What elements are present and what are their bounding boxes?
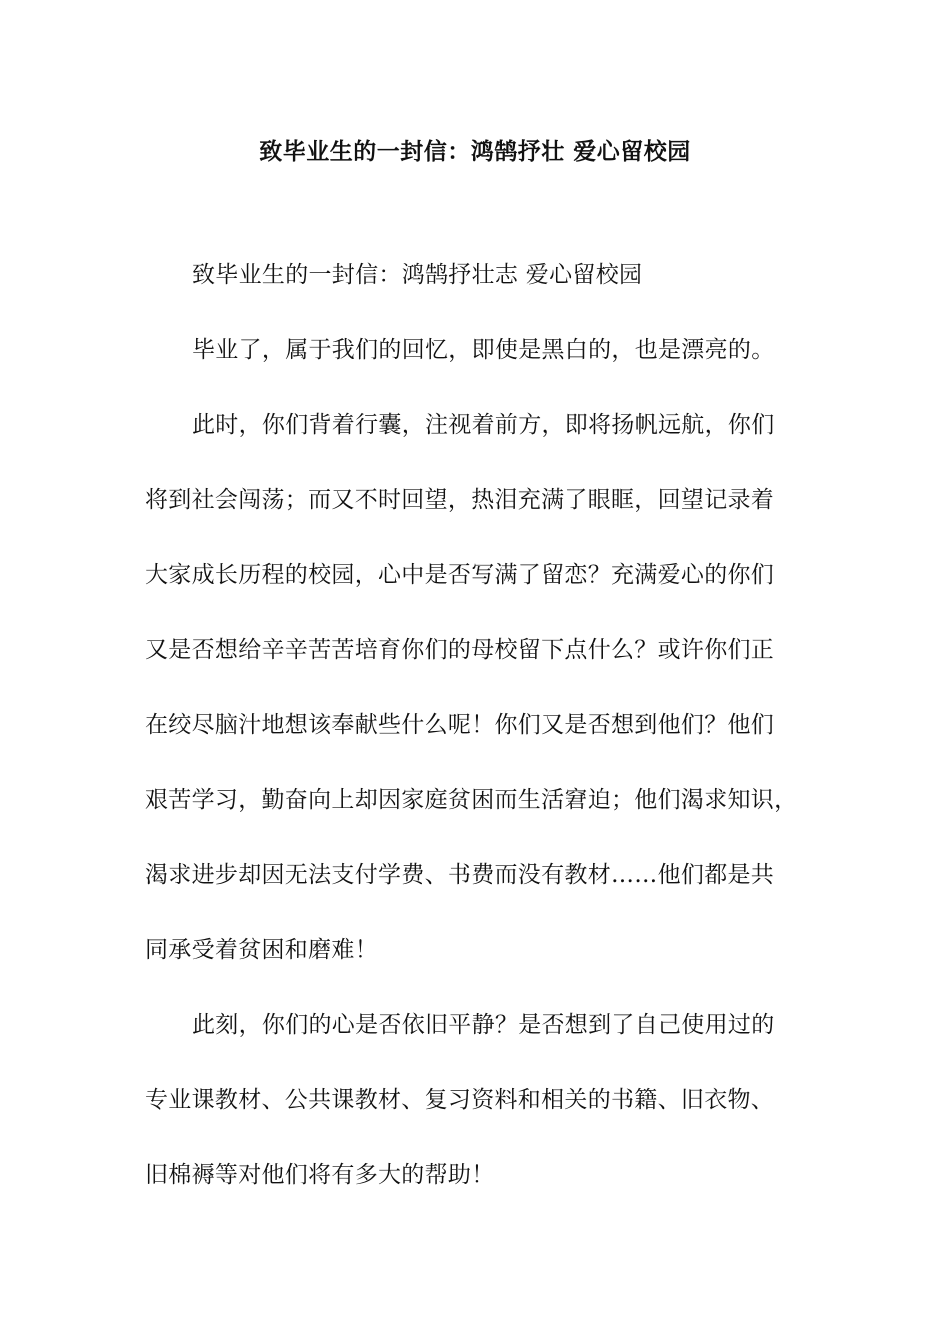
paragraph-2-line-8: 同承受着贫困和磨难！ — [145, 937, 378, 963]
document-title: 致毕业生的一封信：鸿鹄抒壮 爱心留校园 — [259, 139, 691, 165]
paragraph-3-line-3: 旧棉褥等对他们将有多大的帮助！ — [145, 1162, 495, 1188]
paragraph-2-line-4: 又是否想给辛辛苦苦培育你们的母校留下点什么？或许你们正 — [145, 637, 775, 663]
paragraph-3-line-1: 此刻，你们的心是否依旧平静？是否想到了自己使用过的 — [192, 1012, 775, 1038]
paragraph-2-line-3: 大家成长历程的校园，心中是否写满了留恋？充满爱心的你们 — [145, 562, 775, 588]
paragraph-2-line-2: 将到社会闯荡；而又不时回望，热泪充满了眼眶，回望记录着 — [145, 487, 775, 513]
paragraph-3-line-2: 专业课教材、公共课教材、复习资料和相关的书籍、旧衣物、 — [145, 1087, 775, 1113]
paragraph-1-line-1: 毕业了，属于我们的回忆，即使是黑白的，也是漂亮的。 — [192, 337, 775, 363]
paragraph-2-line-1: 此时，你们背着行囊，注视着前方，即将扬帆远航，你们 — [192, 412, 775, 438]
paragraph-2-line-7: 渴求进步却因无法支付学费、书费而没有教材……他们都是共 — [145, 862, 775, 888]
paragraph-2-line-5: 在绞尽脑汁地想该奉献些什么呢！你们又是否想到他们？他们 — [145, 712, 775, 738]
subtitle-line: 致毕业生的一封信：鸿鹄抒壮志 爱心留校园 — [192, 262, 643, 288]
paragraph-2-line-6: 艰苦学习，勤奋向上却因家庭贫困而生活窘迫；他们渴求知识， — [145, 787, 798, 813]
